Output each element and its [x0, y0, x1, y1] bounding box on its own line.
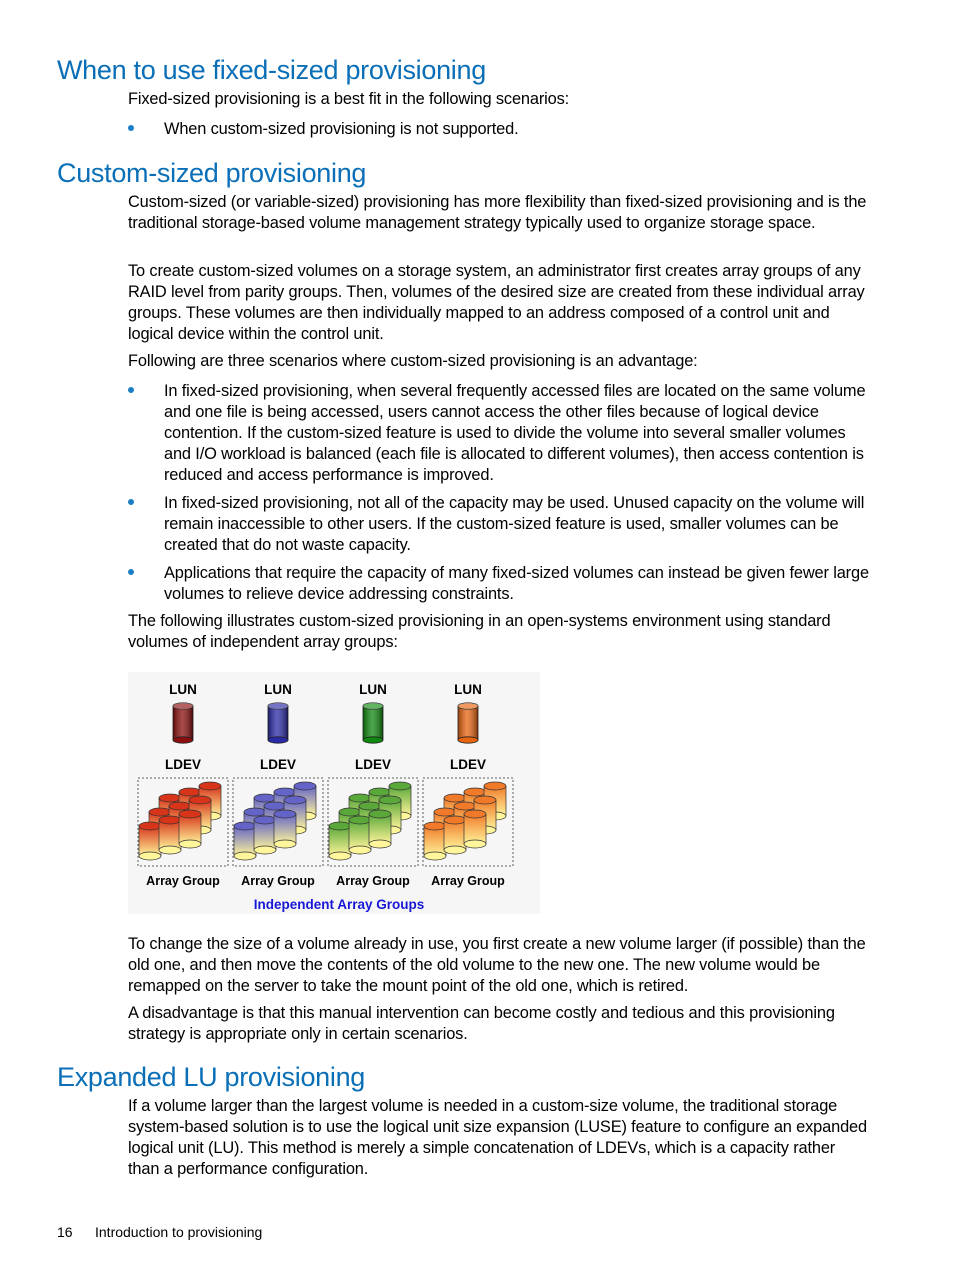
array-group-disk-icon	[424, 822, 446, 860]
array-group-disk-icon	[349, 816, 371, 854]
array-group-label: Array Group	[241, 874, 315, 888]
list-item-text: When custom-sized provisioning is not supported.	[164, 120, 519, 138]
fixed-intro: Fixed-sized provisioning is a best fit in the following scenarios:	[128, 90, 570, 108]
expanded-paragraph: If a volume larger than the largest volume is needed in a custom-size volume, the traditional storage system-based solution is to use the logical unit size expansion (LUSE) feature to configure an expanded logical unit (LU). This method is merely a simple concatenation of LDEVs, which is a capacity rather than a performance configuration.	[128, 1097, 867, 1178]
array-group-disk-icon	[329, 822, 351, 860]
lun-disk-icon	[363, 703, 383, 743]
custom-paragraph-3: Following are three scenarios where custom-sized provisioning is an advantage:	[128, 352, 698, 370]
bullet-icon	[128, 125, 134, 131]
ldev-label: LDEV	[164, 757, 202, 772]
array-group-disk-icon	[159, 816, 181, 854]
array-group-label: Array Group	[431, 874, 505, 888]
array-group-disk-icon	[464, 810, 486, 848]
page-number: 16	[57, 1224, 73, 1240]
lun-disk-icon	[458, 703, 478, 743]
page-footer	[57, 1223, 262, 1241]
figure-caption: Independent Array Groups	[253, 897, 425, 912]
list-item	[128, 563, 870, 605]
footer-section-title: Introduction to provisioning	[95, 1224, 263, 1240]
custom-paragraph-2: To create custom-sized volumes on a storage system, an administrator first creates array groups of any RAID level from parity groups. Then, volumes of the desired size are created from these individual array groups. These volumes are then individually mapped to an address composed of a control unit and logical device within the control unit.	[128, 262, 865, 343]
heading-fixed-sized: When to use fixed-sized provisioning	[57, 55, 486, 85]
array-group-label: Array Group	[336, 874, 410, 888]
array-group-disk-icon	[139, 822, 161, 860]
custom-paragraph-1: Custom-sized (or variable-sized) provisioning has more flexibility than fixed-sized provisioning and is the traditional storage-based volume management strategy typically used to organize storage space.	[128, 193, 867, 232]
array-group-disk-icon	[274, 810, 296, 848]
bullet-icon	[128, 569, 134, 575]
lun-disk-icon	[173, 703, 193, 743]
lun-disk-icon	[268, 703, 288, 743]
list-item	[128, 493, 870, 556]
array-group-disk-icon	[234, 822, 256, 860]
ldev-label: LDEV	[449, 757, 487, 772]
bullet-icon	[128, 499, 134, 505]
array-groups-figure	[128, 672, 540, 914]
array-group-disk-icon	[369, 810, 391, 848]
array-group-disk-icon	[254, 816, 276, 854]
heading-custom-sized: Custom-sized provisioning	[57, 158, 367, 188]
list-item-text: Applications that require the capacity of many fixed-sized volumes can instead be given fewer large volumes to relieve device addressing constraints.	[164, 564, 869, 603]
after-figure-paragraph-2: A disadvantage is that this manual intervention can become costly and tedious and this provisioning strategy is appropriate only in certain scenarios.	[128, 1004, 835, 1043]
lun-label: LUN	[169, 682, 197, 697]
ldev-label: LDEV	[259, 757, 297, 772]
figure-intro: The following illustrates custom-sized provisioning in an open-systems environment using standard volumes of independent array groups:	[128, 612, 831, 651]
lun-label: LUN	[359, 682, 387, 697]
lun-label: LUN	[454, 682, 482, 697]
after-figure-paragraph-1: To change the size of a volume already in use, you first create a new volume larger (if possible) than the old one, and then move the contents of the old volume to the new one. The new volume would be remapped on the server to take the mount point of the old one, which is retired.	[128, 935, 866, 995]
ldev-label: LDEV	[354, 757, 392, 772]
lun-label: LUN	[264, 682, 292, 697]
list-item	[128, 119, 870, 140]
heading-expanded-lu: Expanded LU provisioning	[57, 1062, 366, 1092]
list-item-text: In fixed-sized provisioning, not all of the capacity may be used. Unused capacity on the volume will remain inaccessible to other users. If the custom-sized feature is used, smaller volumes can be created that do not waste capacity.	[164, 494, 865, 554]
array-group-disk-icon	[179, 810, 201, 848]
list-item-text: In fixed-sized provisioning, when several frequently accessed files are located on the same volume and one file is being accessed, users cannot access the other files because of logical device contention. If the custom-sized feature is used to divide the volume into several smaller volumes and I/O workload is balanced (each file is allocated to different volumes), then access contention is reduced and access performance is improved.	[164, 382, 866, 484]
list-item	[128, 381, 870, 486]
array-group-disk-icon	[444, 816, 466, 854]
bullet-icon	[128, 387, 134, 393]
array-group-label: Array Group	[146, 874, 220, 888]
